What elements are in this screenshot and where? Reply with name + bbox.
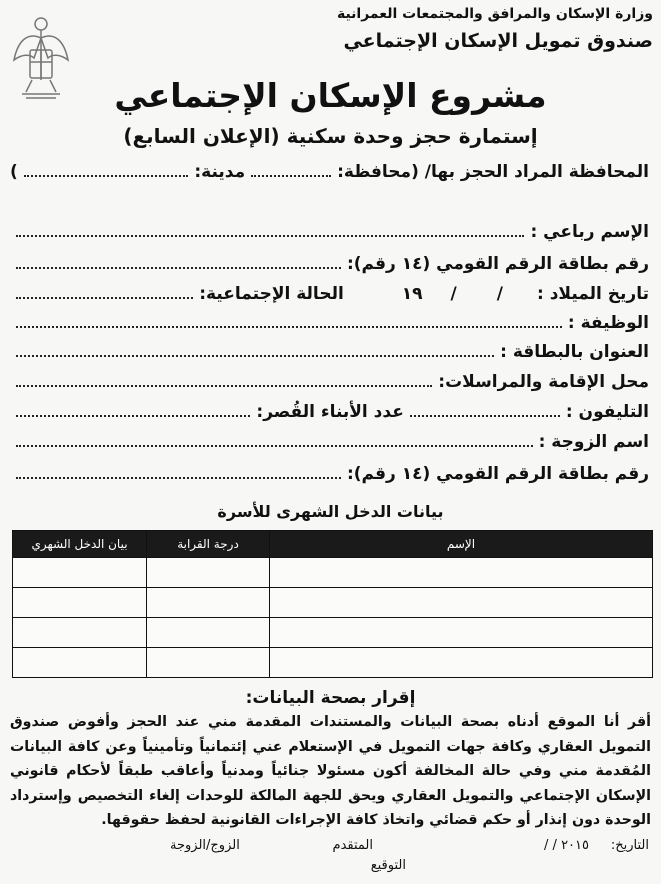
date-label: التاريخ:	[610, 838, 649, 853]
wife-name-row	[10, 432, 649, 452]
card-address-field[interactable]	[16, 354, 494, 357]
dob-row	[10, 284, 649, 304]
relation-cell[interactable]	[147, 588, 270, 618]
job-label: الوظيفة :	[567, 313, 649, 333]
fund-name: صندوق تمويل الإسكان الإجتماعي	[343, 30, 653, 52]
name-cell[interactable]	[270, 618, 653, 648]
national-id-field[interactable]	[16, 266, 341, 269]
residence-label: محل الإقامة والمراسلات:	[438, 372, 649, 392]
phone-label: التليفون :	[565, 402, 649, 422]
table-row	[13, 618, 653, 648]
name-cell[interactable]	[270, 648, 653, 678]
col-relation-header: درجة القرابة	[147, 531, 270, 558]
wife-national-id-label: رقم بطاقة الرقم القومي (١٤ رقم):	[346, 464, 649, 484]
national-id-label: رقم بطاقة الرقم القومي (١٤ رقم):	[346, 254, 649, 274]
dob-year: ١٩	[401, 284, 423, 304]
minors-field[interactable]	[16, 414, 250, 417]
applicant-label: المتقدم	[332, 838, 373, 853]
col-name-header: الإسم	[270, 531, 653, 558]
signature-label: التوقيع	[370, 858, 406, 873]
income-cell[interactable]	[13, 618, 147, 648]
dob-slash-1: /	[496, 284, 503, 304]
declaration-title: إقرار بصحة البيانات:	[245, 688, 416, 708]
table-row	[13, 588, 653, 618]
relation-cell[interactable]	[147, 648, 270, 678]
card-address-row	[10, 342, 649, 362]
residence-row	[10, 372, 649, 392]
relation-cell[interactable]	[147, 618, 270, 648]
income-cell[interactable]	[13, 648, 147, 678]
table-row	[13, 558, 653, 588]
full-name-field[interactable]	[16, 234, 524, 237]
wife-name-label: اسم الزوجة :	[538, 432, 649, 452]
national-id-row	[10, 254, 649, 274]
close-paren: )	[10, 162, 18, 182]
governorate-row	[10, 162, 649, 182]
income-cell[interactable]	[13, 588, 147, 618]
city-field[interactable]	[24, 174, 189, 177]
job-field[interactable]	[16, 325, 562, 328]
declaration-text: أقر أنا الموقع أدناه بصحة البيانات والمستندات المقدمة مني عند الحجز وأفوض صندوق التمويل العقاري وكافة جهات التمويل في الإستعلام عني إئتمانياً وتأمينياً وعن كافة البيانات المُقدمة مني وفي حالة المخالفة أكون مسئولا جنائياً ومدنياً وأعاقب طبقاً لأحكام قانوني الإسكان الإجتماعي والتمويل العقاري ويحق للجهة المالكة للوحدات إلغاء التخصيص وإسترداد الوحدة دون إنذار أو حكم قضائي واتخاذ كافة الإجراءات القانونية لحفظ حقوقها.	[10, 714, 651, 828]
dob-label: تاريخ الميلاد :	[536, 284, 649, 304]
minors-label: عدد الأبناء القُصر:	[256, 402, 404, 422]
ministry-name: وزارة الإسكان والمرافق والمجتمعات العمرانية	[336, 6, 653, 22]
form-subtitle: إستمارة حجز وحدة سكنية (الإعلان السابع)	[123, 124, 538, 148]
card-address-label: العنوان بالبطاقة :	[500, 342, 649, 362]
page-title: مشروع الإسكان الإجتماعي	[114, 76, 547, 115]
phone-field[interactable]	[410, 414, 560, 417]
wife-national-id-row	[10, 464, 649, 484]
income-table	[12, 530, 653, 678]
spouse-label: الزوج/الزوجة	[170, 838, 240, 853]
date-value: / / ٢٠١٥	[544, 838, 589, 853]
wife-national-id-field[interactable]	[16, 476, 341, 479]
phone-row	[10, 402, 649, 422]
relation-cell[interactable]	[147, 558, 270, 588]
full-name-row	[10, 222, 649, 242]
city-label: مدينة:	[194, 162, 246, 182]
table-row	[13, 648, 653, 678]
name-cell[interactable]	[270, 588, 653, 618]
name-cell[interactable]	[270, 558, 653, 588]
wife-name-field[interactable]	[16, 444, 533, 447]
governorate-field[interactable]	[251, 174, 331, 177]
col-income-header: بيان الدخل الشهري	[13, 531, 147, 558]
residence-field[interactable]	[16, 384, 432, 387]
marital-label: الحالة الإجتماعية:	[199, 284, 344, 304]
income-cell[interactable]	[13, 558, 147, 588]
income-section-title: بيانات الدخل الشهرى للأسرة	[217, 502, 444, 521]
job-row	[10, 313, 649, 333]
dob-slash-2: /	[450, 284, 457, 304]
marital-field[interactable]	[16, 296, 193, 299]
full-name-label: الإسم رباعي :	[530, 222, 649, 242]
governorate-label: المحافظة المراد الحجز بها/ (محافظة:	[337, 162, 649, 182]
